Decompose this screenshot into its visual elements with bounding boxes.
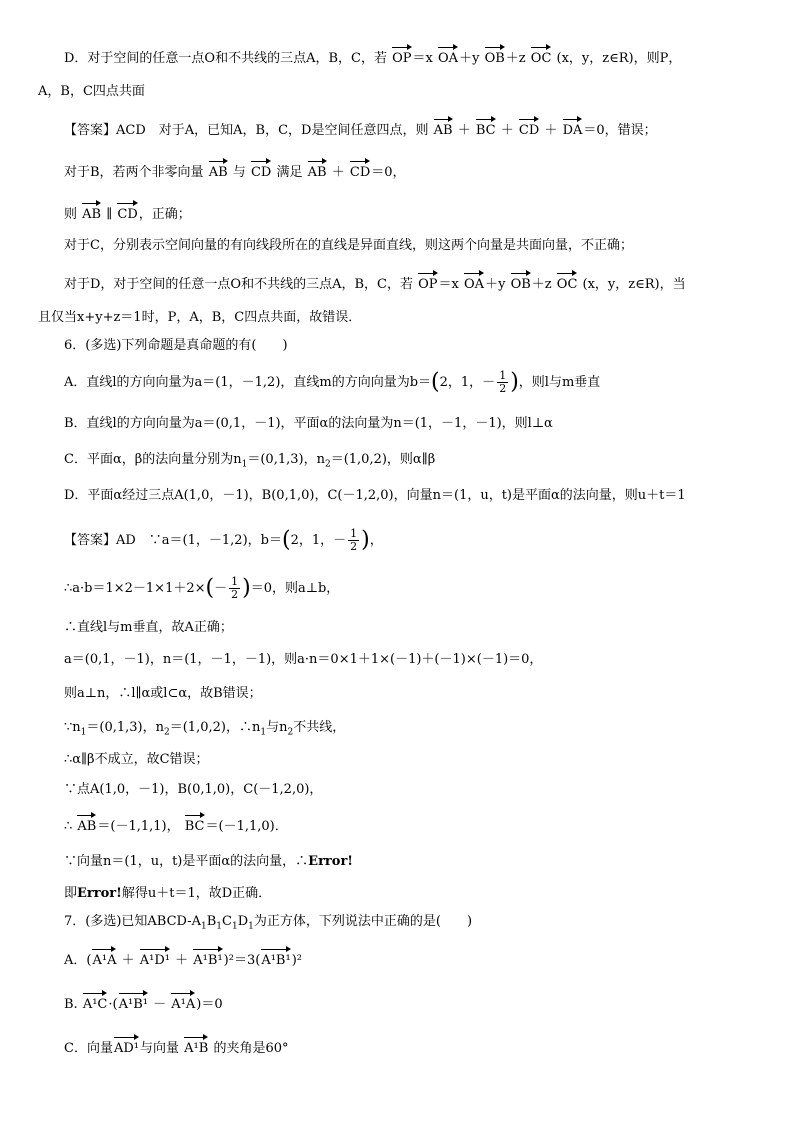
for-D-line1: 对于D，对于空间的任意一点O和不共线的三点A，B，C，若 OP＝x OA＋y OB＋z OC (x，y，z∈R)，当 (64, 270, 686, 295)
vector-A1A: A¹A (92, 946, 116, 971)
question-6-option-D: D．平面α经过三点A(1,0，－1)，B(0,1,0)，C(－1,2,0)，向量n＝(1，u，t)是平面α的法向量，则u＋t＝1 (64, 488, 686, 503)
answer6-line1: 【答案】AD ∵a＝(1，－1,2)，b＝(2，1，－ $\frac{1}{2}$ )， (64, 527, 383, 553)
vector-AB: AB (308, 158, 327, 183)
vector-A1B1: A¹B¹ (119, 990, 148, 1015)
question-7: 7．(多选)已知ABCD-$A_1B_1C_1D_1$为正方体，下列说法中正确的是( ) (64, 914, 473, 932)
option-D-line1: D．对于空间的任意一点O和不共线的三点A，B，C，若 OP＝x OA＋y OB＋z OC (x，y，z∈R)，则P， (64, 44, 681, 69)
vector-BC: BC (476, 116, 496, 141)
question-7-option-A: A．(A¹A ＋ A¹D¹ ＋ A¹B¹)²＝3(A¹B¹)² (64, 946, 302, 971)
vector-OP: OP (418, 270, 437, 295)
vector-A1B1: A¹B¹ (261, 946, 290, 971)
then-parallel-line: 则 AB ∥ CD，正确； (64, 200, 191, 225)
vector-AB: AB (82, 200, 101, 225)
vector-OA: OA (438, 44, 458, 69)
for-D-line2: 且仅当x+y+z＝1时，P，A，B，C四点共面，故错误． (38, 310, 362, 325)
vector-A1D1: A¹D¹ (140, 946, 170, 971)
vector-CD: CD (350, 158, 370, 183)
vector-OC: OC (557, 270, 578, 295)
vector-OA: OA (464, 270, 484, 295)
question-6-option-A: A．直线l的方向向量为a＝(1，－1,2)，直线m的方向向量为b＝(2，1，－ $\frac{1}{2}$ )，则l与m垂直 (64, 369, 601, 395)
vector-CD: CD (519, 116, 539, 141)
vector-OP: OP (392, 44, 411, 69)
vector-AB: AB (209, 158, 228, 183)
question-6-option-B: B．直线l的方向向量为a＝(0,1，－1)，平面α的法向量为n＝(1，－1，－1)，则l⊥α (64, 416, 553, 431)
vector-A1B1: A¹B¹ (193, 946, 222, 971)
answer6-line11: 即Error!解得u＋t＝1，故D正确． (64, 886, 272, 901)
for-B-line: 对于B，若两个非零向量 AB 与 CD 满足 AB ＋ CD＝0， (64, 158, 406, 183)
vector-AB: AB (434, 116, 453, 141)
vector-OB: OB (485, 44, 505, 69)
answer5-line1: 【答案】ACD 对于A，已知A，B，C，D是空间任意四点，则 AB ＋ BC ＋ CD ＋ DA＝0，错误； (64, 116, 657, 141)
vector-A1A: A¹A (171, 990, 195, 1015)
vector-OB: OB (511, 270, 531, 295)
answer6-line5: 则a⊥n，∴l∥α或l⊂α，故B错误； (64, 686, 262, 701)
answer6-line3: ∴直线l与m垂直，故A正确； (64, 620, 233, 635)
answer6-line8: ∵点A(1,0，－1)，B(0,1,0)，C(－1,2,0)， (64, 782, 323, 797)
option-D-line2: A，B，C四点共面 (38, 84, 145, 99)
vector-CD: CD (251, 158, 271, 183)
answer6-line10: ∵向量n＝(1，u，t)是平面α的法向量，∴Error! (64, 854, 354, 869)
question-6: 6．(多选)下列命题是真命题的有( ) (64, 338, 288, 353)
vector-OC: OC (531, 44, 552, 69)
question-7-option-B: B. A¹C·(A¹B¹ － A¹A)＝0 (64, 990, 223, 1015)
for-C-line: 对于C，分别表示空间向量的有向线段所在的直线是异面直线，则这两个向量是共面向量，不正确； (64, 238, 633, 253)
vector-DA: DA (563, 116, 583, 141)
vector-BC: BC (185, 812, 205, 837)
fraction-half: $\frac{1}{2}$ (499, 369, 507, 395)
vector-CD: CD (117, 200, 137, 225)
answer6-line6: $\because n_1=(0,1,3)$，$n_2=(1,0,2)$，$\therefore n_1$与$n_2$不共线， (64, 720, 346, 738)
vector-AB: AB (77, 812, 96, 837)
answer6-line9: ∴ AB＝(－1,1,1)， BC＝(－1,1,0)． (64, 812, 288, 837)
answer6-line7: ∴α∥β不成立，故C错误； (64, 752, 209, 767)
answer6-line4: a＝(0,1，－1)，n＝(1，－1，－1)，则a·n＝0×1＋1×(－1)＋(－1)×(－1)＝0， (64, 652, 543, 667)
vector-AD1: AD¹ (114, 1034, 139, 1059)
question-6-option-C: C．平面α，β的法向量分别为$n_1=(0,1,3)$，$n_2=(1,0,2)$，则α∥β (64, 452, 436, 470)
answer6-line2: ∴a·b＝1×2－1×1＋2×(－ $\frac{1}{2}$ )＝0，则a⊥b， (64, 575, 340, 601)
vector-A1B: A¹B (184, 1034, 208, 1059)
vector-A1C: A¹C (83, 990, 108, 1015)
question-7-option-C: C．向量AD¹与向量 A¹B 的夹角是60° (64, 1034, 288, 1059)
